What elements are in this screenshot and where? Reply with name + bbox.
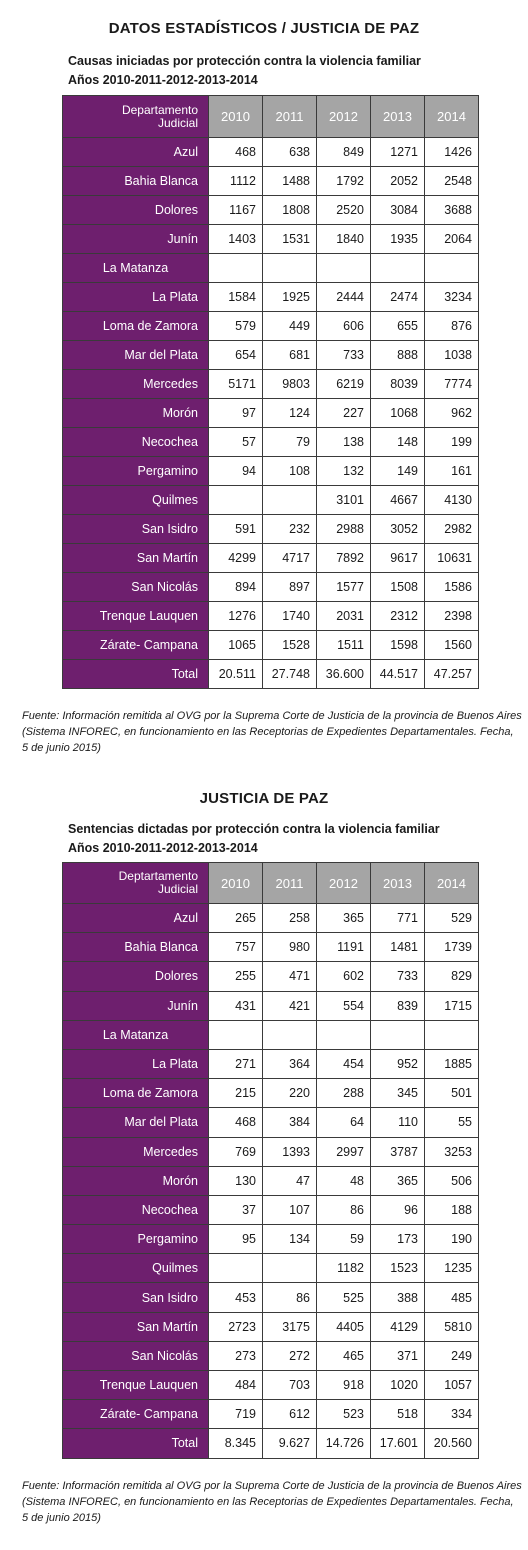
- department-name-cell: Necochea: [63, 428, 209, 457]
- table-row: [63, 515, 479, 544]
- department-name-cell: Bahia Blanca: [63, 933, 209, 962]
- value-cell: 190: [425, 1225, 479, 1254]
- department-name-cell: Dolores: [63, 962, 209, 991]
- table-row: [63, 962, 479, 991]
- value-cell: 79: [263, 428, 317, 457]
- value-cell: 6219: [317, 370, 371, 399]
- table-row: [63, 399, 479, 428]
- table-row: [63, 370, 479, 399]
- value-cell: 897: [263, 573, 317, 602]
- total-row: [63, 660, 479, 689]
- department-name-cell: San Isidro: [63, 515, 209, 544]
- value-cell: 485: [425, 1283, 479, 1312]
- value-cell: 2031: [317, 602, 371, 631]
- value-cell: 57: [209, 428, 263, 457]
- value-cell: 364: [263, 1049, 317, 1078]
- value-cell: 839: [371, 991, 425, 1020]
- value-cell: 525: [317, 1283, 371, 1312]
- value-cell: 220: [263, 1079, 317, 1108]
- table-row: [63, 933, 479, 962]
- section2-subtitle: Sentencias dictadas por protección contra la violencia familiar: [68, 822, 440, 836]
- table-row: [63, 167, 479, 196]
- value-cell: 952: [371, 1049, 425, 1078]
- year-header: 2014: [425, 863, 479, 904]
- value-cell: 20.511: [209, 660, 263, 689]
- value-cell: 20.560: [425, 1429, 479, 1458]
- value-cell: [371, 1020, 425, 1049]
- department-name-cell: Junín: [63, 991, 209, 1020]
- value-cell: 980: [263, 933, 317, 962]
- value-cell: 1235: [425, 1254, 479, 1283]
- value-cell: 9803: [263, 370, 317, 399]
- value-cell: 449: [263, 312, 317, 341]
- table-row: [63, 1400, 479, 1429]
- value-cell: 86: [263, 1283, 317, 1312]
- value-cell: 3175: [263, 1312, 317, 1341]
- department-name-cell: Junín: [63, 225, 209, 254]
- value-cell: 2052: [371, 167, 425, 196]
- causas-iniciadas-table: [62, 95, 479, 689]
- value-cell: 771: [371, 904, 425, 933]
- year-header: 2012: [317, 96, 371, 138]
- value-cell: 64: [317, 1108, 371, 1137]
- department-name-cell: Loma de Zamora: [63, 1079, 209, 1108]
- value-cell: 1840: [317, 225, 371, 254]
- value-cell: 733: [317, 341, 371, 370]
- year-header: 2011: [263, 863, 317, 904]
- value-cell: 2064: [425, 225, 479, 254]
- value-cell: 3787: [371, 1137, 425, 1166]
- value-cell: 4717: [263, 544, 317, 573]
- value-cell: 468: [209, 138, 263, 167]
- value-cell: 258: [263, 904, 317, 933]
- value-cell: 829: [425, 962, 479, 991]
- value-cell: 1191: [317, 933, 371, 962]
- value-cell: 2982: [425, 515, 479, 544]
- value-cell: 4299: [209, 544, 263, 573]
- table-row: [63, 196, 479, 225]
- value-cell: 1271: [371, 138, 425, 167]
- department-name-cell: San Martín: [63, 1312, 209, 1341]
- value-cell: [209, 1254, 263, 1283]
- value-cell: 1885: [425, 1049, 479, 1078]
- value-cell: 1065: [209, 631, 263, 660]
- value-cell: [263, 254, 317, 283]
- value-cell: 1112: [209, 167, 263, 196]
- section1-source-note: Fuente: Información remitida al OVG por la Suprema Corte de Justicia de la provincia de Buenos Aires (Sistema INFOREC, en funcionamiento en las Receptorias de Expedientes Departamentales. Fecha, 5 de junio 2015): [22, 710, 522, 754]
- department-name-cell: Dolores: [63, 196, 209, 225]
- table-row: [63, 1079, 479, 1108]
- department-name-cell: Pergamino: [63, 457, 209, 486]
- department-name-cell: La Plata: [63, 283, 209, 312]
- value-cell: 10631: [425, 544, 479, 573]
- value-cell: 3253: [425, 1137, 479, 1166]
- value-cell: 733: [371, 962, 425, 991]
- value-cell: 59: [317, 1225, 371, 1254]
- value-cell: 612: [263, 1400, 317, 1429]
- table-row: [63, 341, 479, 370]
- year-header: 2014: [425, 96, 479, 138]
- department-name-cell: La Matanza: [63, 1020, 209, 1049]
- value-cell: 962: [425, 399, 479, 428]
- table-row: [63, 1341, 479, 1370]
- year-header: 2013: [371, 863, 425, 904]
- value-cell: 255: [209, 962, 263, 991]
- table-row: [63, 1166, 479, 1195]
- value-cell: 431: [209, 991, 263, 1020]
- value-cell: 1523: [371, 1254, 425, 1283]
- table-row: [63, 573, 479, 602]
- value-cell: 2444: [317, 283, 371, 312]
- value-cell: 1508: [371, 573, 425, 602]
- value-cell: 1792: [317, 167, 371, 196]
- table-row: [63, 283, 479, 312]
- value-cell: 591: [209, 515, 263, 544]
- value-cell: 602: [317, 962, 371, 991]
- value-cell: 288: [317, 1079, 371, 1108]
- section1-years-subtitle: Años 2010-2011-2012-2013-2014: [68, 73, 258, 87]
- value-cell: 888: [371, 341, 425, 370]
- department-name-cell: Mar del Plata: [63, 341, 209, 370]
- value-cell: 1057: [425, 1371, 479, 1400]
- table-row: [63, 1137, 479, 1166]
- value-cell: 1511: [317, 631, 371, 660]
- value-cell: 124: [263, 399, 317, 428]
- value-cell: 703: [263, 1371, 317, 1400]
- value-cell: 107: [263, 1195, 317, 1224]
- value-cell: 4130: [425, 486, 479, 515]
- department-name-cell: La Plata: [63, 1049, 209, 1078]
- value-cell: 3052: [371, 515, 425, 544]
- year-header: 2012: [317, 863, 371, 904]
- value-cell: 149: [371, 457, 425, 486]
- department-name-cell: Mercedes: [63, 370, 209, 399]
- table-row: [63, 1254, 479, 1283]
- value-cell: [263, 486, 317, 515]
- value-cell: 1808: [263, 196, 317, 225]
- department-name-cell: Total: [63, 1429, 209, 1458]
- value-cell: 108: [263, 457, 317, 486]
- table-row: [63, 1195, 479, 1224]
- value-cell: 1560: [425, 631, 479, 660]
- value-cell: 484: [209, 1371, 263, 1400]
- value-cell: 681: [263, 341, 317, 370]
- department-name-cell: Bahia Blanca: [63, 167, 209, 196]
- value-cell: 849: [317, 138, 371, 167]
- value-cell: 37: [209, 1195, 263, 1224]
- value-cell: 876: [425, 312, 479, 341]
- value-cell: 465: [317, 1341, 371, 1370]
- department-name-cell: San Nicolás: [63, 573, 209, 602]
- value-cell: [209, 254, 263, 283]
- value-cell: [209, 1020, 263, 1049]
- value-cell: 4405: [317, 1312, 371, 1341]
- department-name-cell: San Martín: [63, 544, 209, 573]
- value-cell: 36.600: [317, 660, 371, 689]
- value-cell: 468: [209, 1108, 263, 1137]
- value-cell: 2988: [317, 515, 371, 544]
- department-name-cell: Pergamino: [63, 1225, 209, 1254]
- value-cell: 48: [317, 1166, 371, 1195]
- table-row: [63, 1049, 479, 1078]
- value-cell: 1598: [371, 631, 425, 660]
- value-cell: 1426: [425, 138, 479, 167]
- value-cell: 2474: [371, 283, 425, 312]
- year-header: 2013: [371, 96, 425, 138]
- value-cell: 894: [209, 573, 263, 602]
- section1-subtitle: Causas iniciadas por protección contra la violencia familiar: [68, 54, 421, 68]
- value-cell: 272: [263, 1341, 317, 1370]
- value-cell: 44.517: [371, 660, 425, 689]
- value-cell: 148: [371, 428, 425, 457]
- value-cell: 1182: [317, 1254, 371, 1283]
- table-row: [63, 1225, 479, 1254]
- department-name-cell: Trenque Lauquen: [63, 1371, 209, 1400]
- table-row: [63, 1283, 479, 1312]
- table-row: [63, 602, 479, 631]
- value-cell: 273: [209, 1341, 263, 1370]
- value-cell: 719: [209, 1400, 263, 1429]
- value-cell: 1739: [425, 933, 479, 962]
- value-cell: 8.345: [209, 1429, 263, 1458]
- value-cell: 232: [263, 515, 317, 544]
- value-cell: 8039: [371, 370, 425, 399]
- value-cell: 173: [371, 1225, 425, 1254]
- department-name-cell: Loma de Zamora: [63, 312, 209, 341]
- value-cell: 1167: [209, 196, 263, 225]
- table-row: [63, 991, 479, 1020]
- value-cell: 3084: [371, 196, 425, 225]
- department-name-cell: La Matanza: [63, 254, 209, 283]
- department-name-cell: Azul: [63, 904, 209, 933]
- table-row: [63, 486, 479, 515]
- value-cell: 384: [263, 1108, 317, 1137]
- table-header-row: [63, 96, 479, 138]
- value-cell: 9.627: [263, 1429, 317, 1458]
- department-name-cell: Zárate- Campana: [63, 1400, 209, 1429]
- value-cell: 138: [317, 428, 371, 457]
- department-name-cell: Necochea: [63, 1195, 209, 1224]
- value-cell: 1020: [371, 1371, 425, 1400]
- table-row: [63, 312, 479, 341]
- value-cell: 96: [371, 1195, 425, 1224]
- department-name-cell: San Nicolás: [63, 1341, 209, 1370]
- value-cell: 365: [317, 904, 371, 933]
- value-cell: 1038: [425, 341, 479, 370]
- value-cell: [425, 1020, 479, 1049]
- section2-title: JUSTICIA DE PAZ: [199, 790, 329, 807]
- department-name-cell: Morón: [63, 399, 209, 428]
- value-cell: 1586: [425, 573, 479, 602]
- value-cell: 2548: [425, 167, 479, 196]
- table-row: [63, 457, 479, 486]
- value-cell: 94: [209, 457, 263, 486]
- value-cell: [425, 254, 479, 283]
- department-name-cell: Mar del Plata: [63, 1108, 209, 1137]
- value-cell: 454: [317, 1049, 371, 1078]
- value-cell: 3688: [425, 196, 479, 225]
- value-cell: 371: [371, 1341, 425, 1370]
- section2-years-subtitle: Años 2010-2011-2012-2013-2014: [68, 841, 258, 855]
- department-name-cell: Trenque Lauquen: [63, 602, 209, 631]
- value-cell: 265: [209, 904, 263, 933]
- department-name-cell: Total: [63, 660, 209, 689]
- table-row: [63, 1020, 479, 1049]
- value-cell: 1068: [371, 399, 425, 428]
- table-row: [63, 631, 479, 660]
- value-cell: 2312: [371, 602, 425, 631]
- value-cell: 5810: [425, 1312, 479, 1341]
- value-cell: 501: [425, 1079, 479, 1108]
- value-cell: 918: [317, 1371, 371, 1400]
- table-row: [63, 428, 479, 457]
- value-cell: 249: [425, 1341, 479, 1370]
- value-cell: 554: [317, 991, 371, 1020]
- department-column-header: Departamento Judicial: [63, 96, 209, 138]
- value-cell: 3234: [425, 283, 479, 312]
- value-cell: 1403: [209, 225, 263, 254]
- value-cell: 1925: [263, 283, 317, 312]
- value-cell: 334: [425, 1400, 479, 1429]
- value-cell: 27.748: [263, 660, 317, 689]
- value-cell: 9617: [371, 544, 425, 573]
- value-cell: 4129: [371, 1312, 425, 1341]
- value-cell: 227: [317, 399, 371, 428]
- value-cell: 655: [371, 312, 425, 341]
- value-cell: 1276: [209, 602, 263, 631]
- department-name-cell: San Isidro: [63, 1283, 209, 1312]
- value-cell: 506: [425, 1166, 479, 1195]
- total-row: [63, 1429, 479, 1458]
- value-cell: 1577: [317, 573, 371, 602]
- table-header-row: [63, 863, 479, 904]
- department-column-header: Deptartamento Judicial: [63, 863, 209, 904]
- table-row: [63, 1312, 479, 1341]
- value-cell: 579: [209, 312, 263, 341]
- table-row: [63, 544, 479, 573]
- value-cell: 654: [209, 341, 263, 370]
- value-cell: 134: [263, 1225, 317, 1254]
- department-name-cell: Quilmes: [63, 486, 209, 515]
- department-name-cell: Morón: [63, 1166, 209, 1195]
- table-row: [63, 225, 479, 254]
- year-header: 2010: [209, 863, 263, 904]
- value-cell: 199: [425, 428, 479, 457]
- value-cell: 55: [425, 1108, 479, 1137]
- value-cell: [317, 254, 371, 283]
- section2-source-note: Fuente: Información remitida al OVG por la Suprema Corte de Justicia de la provincia de Buenos Aires (Sistema INFOREC, en funcionamiento en las Receptorias de Expedientes Departamentales. Fecha, 5 de junio 2015): [22, 1480, 522, 1524]
- value-cell: [209, 486, 263, 515]
- department-name-cell: Zárate- Campana: [63, 631, 209, 660]
- value-cell: 518: [371, 1400, 425, 1429]
- value-cell: 17.601: [371, 1429, 425, 1458]
- table-row: [63, 1371, 479, 1400]
- value-cell: 2997: [317, 1137, 371, 1166]
- value-cell: 471: [263, 962, 317, 991]
- value-cell: 4667: [371, 486, 425, 515]
- value-cell: 110: [371, 1108, 425, 1137]
- table-row: [63, 904, 479, 933]
- value-cell: 3101: [317, 486, 371, 515]
- value-cell: 1528: [263, 631, 317, 660]
- value-cell: [371, 254, 425, 283]
- value-cell: 97: [209, 399, 263, 428]
- section1-title: DATOS ESTADÍSTICOS / JUSTICIA DE PAZ: [108, 20, 420, 37]
- value-cell: 1935: [371, 225, 425, 254]
- value-cell: 5171: [209, 370, 263, 399]
- value-cell: [263, 1254, 317, 1283]
- value-cell: 769: [209, 1137, 263, 1166]
- value-cell: 529: [425, 904, 479, 933]
- value-cell: 132: [317, 457, 371, 486]
- value-cell: [263, 1020, 317, 1049]
- value-cell: 365: [371, 1166, 425, 1195]
- value-cell: 388: [371, 1283, 425, 1312]
- value-cell: 757: [209, 933, 263, 962]
- department-name-cell: Azul: [63, 138, 209, 167]
- value-cell: 2723: [209, 1312, 263, 1341]
- value-cell: 345: [371, 1079, 425, 1108]
- value-cell: 606: [317, 312, 371, 341]
- value-cell: 1481: [371, 933, 425, 962]
- value-cell: 95: [209, 1225, 263, 1254]
- value-cell: 188: [425, 1195, 479, 1224]
- value-cell: 1584: [209, 283, 263, 312]
- value-cell: 86: [317, 1195, 371, 1224]
- sentencias-dictadas-table: [62, 862, 479, 1459]
- value-cell: 2520: [317, 196, 371, 225]
- value-cell: [317, 1020, 371, 1049]
- value-cell: 523: [317, 1400, 371, 1429]
- value-cell: 47.257: [425, 660, 479, 689]
- table-row: [63, 254, 479, 283]
- value-cell: 453: [209, 1283, 263, 1312]
- value-cell: 1740: [263, 602, 317, 631]
- value-cell: 421: [263, 991, 317, 1020]
- department-name-cell: Quilmes: [63, 1254, 209, 1283]
- value-cell: 47: [263, 1166, 317, 1195]
- value-cell: 271: [209, 1049, 263, 1078]
- year-header: 2010: [209, 96, 263, 138]
- table-row: [63, 138, 479, 167]
- value-cell: 161: [425, 457, 479, 486]
- year-header: 2011: [263, 96, 317, 138]
- table-row: [63, 1108, 479, 1137]
- value-cell: 1488: [263, 167, 317, 196]
- value-cell: 638: [263, 138, 317, 167]
- value-cell: 7774: [425, 370, 479, 399]
- value-cell: 7892: [317, 544, 371, 573]
- value-cell: 2398: [425, 602, 479, 631]
- value-cell: 1715: [425, 991, 479, 1020]
- department-name-cell: Mercedes: [63, 1137, 209, 1166]
- value-cell: 14.726: [317, 1429, 371, 1458]
- value-cell: 1393: [263, 1137, 317, 1166]
- value-cell: 130: [209, 1166, 263, 1195]
- value-cell: 1531: [263, 225, 317, 254]
- value-cell: 215: [209, 1079, 263, 1108]
